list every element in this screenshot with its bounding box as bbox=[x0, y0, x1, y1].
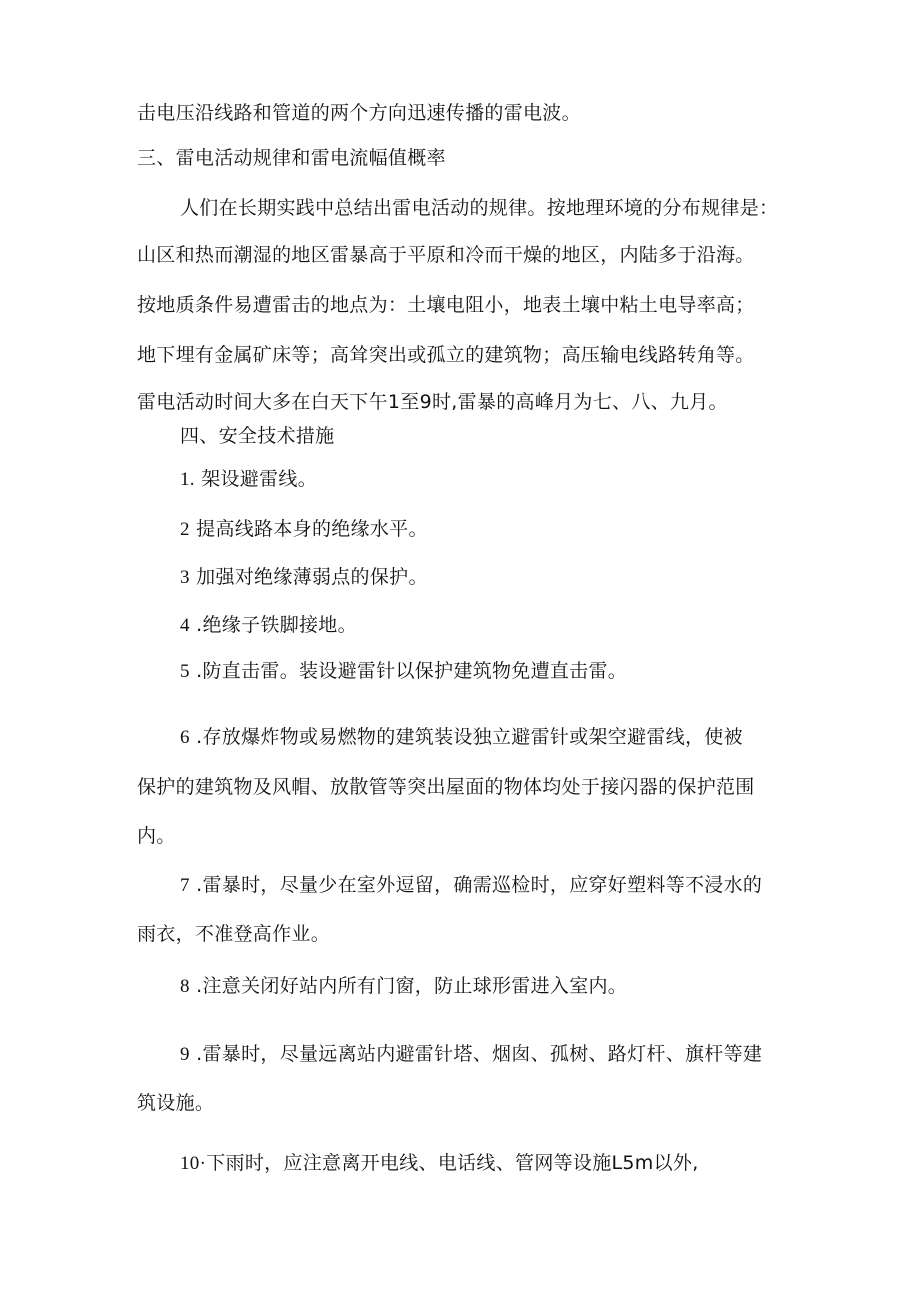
paragraph-line: 雷电活动时间大多在白天下午1至9时,雷暴的高峰月为七、八、九月。 bbox=[137, 391, 728, 413]
list-item bbox=[180, 564, 428, 591]
item-text: 筑设施。 bbox=[137, 1092, 215, 1114]
item-text: .存放爆炸物或易燃物的建筑装设独立避雷针或架空避雷线，使被 bbox=[196, 726, 743, 748]
item-text: 架设避雷线。 bbox=[201, 468, 318, 490]
item-text: 下雨时，应注意离开电线、电话线、管网等设施L5m以外, bbox=[206, 1152, 699, 1174]
section-3-heading: 三、雷电活动规律和雷电流幅值概率 bbox=[137, 147, 446, 169]
item-first-line bbox=[180, 1041, 762, 1068]
item-number: 8 bbox=[180, 976, 190, 997]
item-number: 6 bbox=[180, 727, 190, 748]
paragraph-line: 人们在长期实践中总结出雷电活动的规律。按地理环境的分布规律是： bbox=[180, 197, 779, 219]
continuation-line: 击电压沿线路和管道的两个方向迅速传播的雷电波。 bbox=[137, 102, 581, 124]
item-text: 加强对绝缘薄弱点的保护。 bbox=[196, 566, 428, 588]
item-number: 2 bbox=[180, 519, 190, 540]
item-number: 3 bbox=[180, 567, 190, 588]
item-text: 提高线路本身的绝缘水平。 bbox=[196, 518, 428, 540]
list-item bbox=[180, 973, 627, 1000]
paragraph-line: 地下埋有金属矿床等；高耸突出或孤立的建筑物；高压输电线路转角等。 bbox=[137, 344, 755, 366]
item-number: 9 bbox=[180, 1044, 190, 1065]
item-text: 雨衣，不准登高作业。 bbox=[137, 923, 331, 945]
list-item bbox=[180, 516, 428, 543]
item-text: .雷暴时，尽量少在室外逗留，确需巡检时，应穿好塑料等不浸水的 bbox=[196, 874, 763, 896]
section-4-heading: 四、安全技术措施 bbox=[180, 425, 335, 447]
item-text: .雷暴时，尽量远离站内避雷针塔、烟囱、孤树、路灯杆、旗杆等建 bbox=[196, 1043, 763, 1065]
item-number: 5 bbox=[180, 661, 190, 682]
item-text: .注意关闭好站内所有门窗，防止球形雷进入室内。 bbox=[196, 975, 628, 997]
list-item bbox=[180, 612, 357, 639]
item-text: 内。 bbox=[137, 825, 176, 847]
item-first-line bbox=[180, 872, 762, 899]
item-text: 保护的建筑物及风帽、放散管等突出屋面的物体均处于接闪器的保护范围 bbox=[137, 776, 755, 798]
item-text: .防直击雷。装设避雷针以保护建筑物免遭直击雷。 bbox=[196, 660, 628, 682]
item-text: .绝缘子铁脚接地。 bbox=[196, 614, 357, 636]
item-number: 7 bbox=[180, 875, 190, 896]
item-number: 4 bbox=[180, 615, 190, 636]
item-first-line bbox=[180, 724, 743, 751]
item-number: 10· bbox=[180, 1153, 207, 1174]
paragraph-line: 按地质条件易遭雷击的地点为：土壤电阻小，地表土壤中粘土电导率高； bbox=[137, 294, 755, 316]
paragraph-line: 山区和热而潮湿的地区雷暴高于平原和冷而干燥的地区，内陆多于沿海。 bbox=[137, 244, 755, 266]
list-item bbox=[180, 658, 627, 685]
list-item bbox=[180, 466, 317, 493]
list-item bbox=[180, 1150, 699, 1177]
item-number: 1. bbox=[180, 469, 195, 490]
